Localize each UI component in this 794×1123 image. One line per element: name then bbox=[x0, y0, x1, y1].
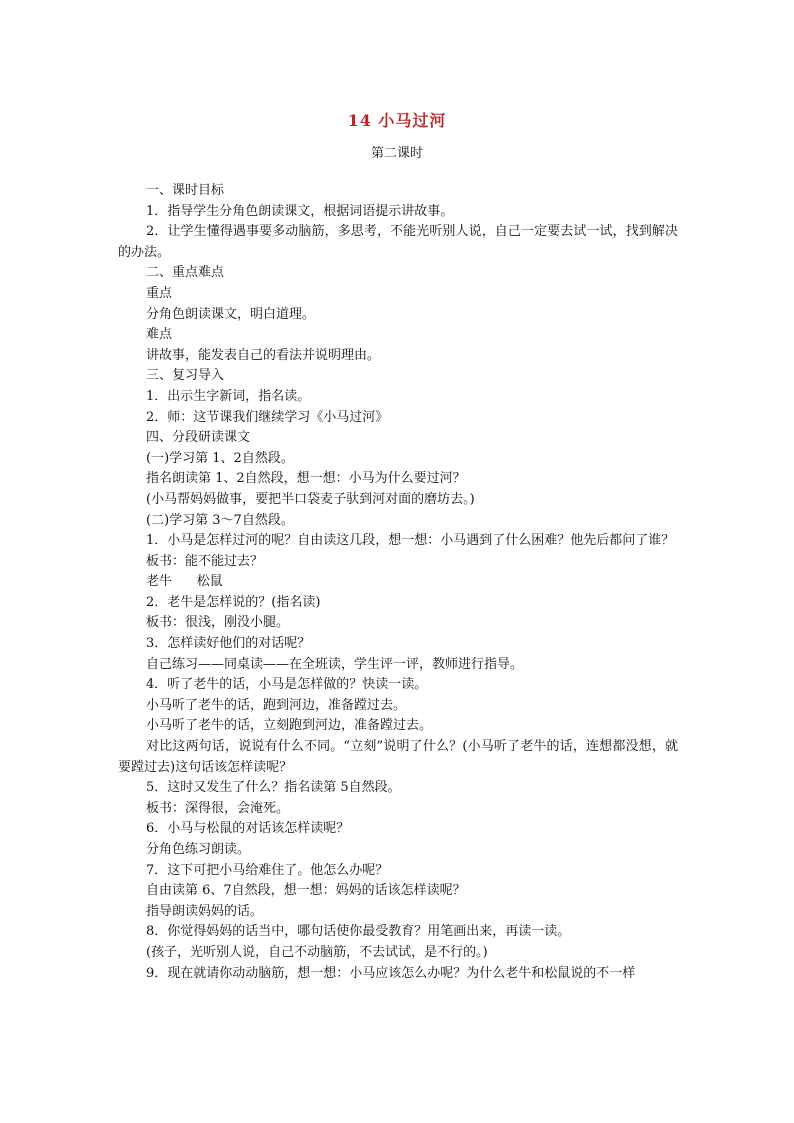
document-body bbox=[118, 181, 678, 984]
page-subtitle: 第二课时 bbox=[370, 146, 423, 161]
paragraph: (一)学习第 1、2自然段。 bbox=[146, 450, 294, 466]
paragraph: 对比这两句话，说说有什么不同。“立刻”说明了什么？(小马听了老牛的话，连想都没想，就要蹚过去)这句话该怎样读呢？ bbox=[118, 739, 678, 775]
paragraph: 2．老牛是怎样说的？(指名读) bbox=[146, 594, 321, 610]
paragraph: (小马帮妈妈做事，要把半口袋麦子驮到河对面的磨坊去。) bbox=[146, 491, 475, 507]
paragraph: 讲故事，能发表自己的看法并说明理由。 bbox=[146, 347, 381, 363]
paragraph: 1．小马是怎样过河的呢？自由读这几段，想一想：小马遇到了什么困难？他先后都问了谁？ bbox=[146, 533, 675, 549]
section-heading: 三、复习导入 bbox=[146, 368, 225, 384]
page-title: 14 小马过河 bbox=[347, 111, 447, 130]
paragraph: 小马听了老牛的话，立刻跑到河边，准备蹚过去。 bbox=[146, 718, 433, 734]
paragraph: 难点 bbox=[146, 327, 173, 343]
paragraph: 指导朗读妈妈的话。 bbox=[146, 903, 264, 919]
paragraph: (二)学习第 3～7自然段。 bbox=[146, 512, 294, 528]
paragraph: 7．这下可把小马给难住了。他怎么办呢？ bbox=[146, 862, 389, 878]
paragraph: 2．让学生懂得遇事要多动脑筋，多思考，不能光听别人说，自己一定要去试一试，找到解决的办法。 bbox=[118, 224, 678, 260]
paragraph: 指名朗读第 1、2自然段，想一想：小马为什么要过河？ bbox=[146, 471, 466, 487]
paragraph: 6．小马与松鼠的对话该怎样读呢？ bbox=[146, 821, 350, 837]
paragraph: 分角色朗读课文，明白道理。 bbox=[146, 306, 316, 322]
paragraph: 小马听了老牛的话，跑到河边，准备蹚过去。 bbox=[146, 697, 407, 713]
section-heading: 一、课时目标 bbox=[146, 183, 225, 198]
section-heading: 四、分段研读课文 bbox=[146, 430, 251, 446]
paragraph: 4．听了老牛的话，小马是怎样做的？快读一读。 bbox=[146, 677, 428, 693]
paragraph: 自由读第 6、7自然段，想一想：妈妈的话该怎样读呢？ bbox=[146, 883, 466, 899]
paragraph: 3．怎样读好他们的对话呢？ bbox=[146, 636, 311, 652]
paragraph: 9．现在就请你动动脑筋，想一想：小马应该怎么办呢？为什么老牛和松鼠说的不一样 bbox=[146, 965, 636, 981]
section-heading: 二、重点难点 bbox=[146, 265, 225, 281]
paragraph: 8．你觉得妈妈的话当中，哪句话使你最受教育？用笔画出来，再读一读。 bbox=[146, 924, 571, 940]
paragraph: 分角色练习朗读。 bbox=[146, 842, 251, 857]
paragraph: 老牛 松鼠 bbox=[146, 574, 223, 590]
paragraph: 板书：能不能过去？ bbox=[146, 553, 264, 569]
paragraph: 1．出示生字新词，指名读。 bbox=[146, 388, 311, 404]
paragraph: 板书：深得很，会淹死。 bbox=[146, 800, 290, 816]
paragraph: (孩子，光听别人说，自己不动脑筋，不去试试，是不行的。) bbox=[146, 944, 488, 960]
paragraph: 自己练习——同桌读——在全班读，学生评一评，教师进行指导。 bbox=[146, 656, 524, 672]
paragraph: 5．这时又发生了什么？指名读第 5自然段。 bbox=[146, 780, 401, 796]
paragraph: 1．指导学生分角色朗读课文，根据词语提示讲故事。 bbox=[146, 203, 454, 219]
paragraph: 重点 bbox=[146, 285, 173, 301]
paragraph: 板书：很浅，刚没小腿。 bbox=[146, 615, 290, 631]
paragraph: 2．师：这节课我们继续学习《小马过河》 bbox=[146, 409, 389, 425]
